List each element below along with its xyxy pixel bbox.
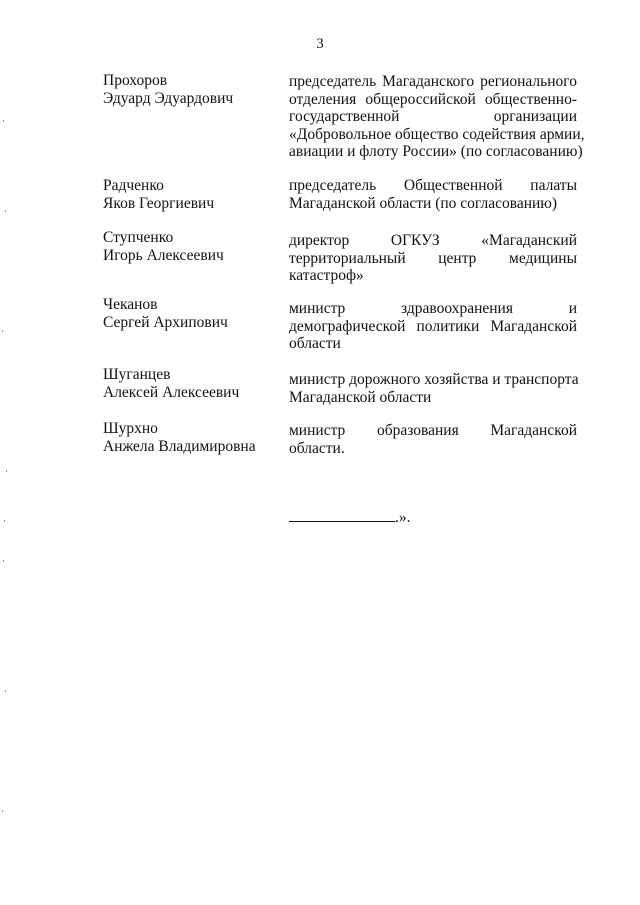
member-given-names: Алексей Алексеевич bbox=[103, 384, 240, 401]
member-position bbox=[289, 73, 585, 161]
member-position bbox=[289, 177, 577, 212]
member-surname: Шуганцев bbox=[103, 366, 171, 383]
position-line: директор ОГКУЗ «Магаданский bbox=[289, 232, 577, 249]
member-position bbox=[289, 232, 577, 285]
position-line: «Добровольное общество содействия армии, bbox=[289, 125, 585, 143]
member-position bbox=[289, 422, 577, 457]
position-line: демографической политики Магаданской bbox=[289, 317, 577, 335]
member-given-names: Эдуард Эдуардович bbox=[103, 90, 234, 107]
member-surname: Чеканов bbox=[103, 296, 158, 313]
member-name bbox=[103, 296, 283, 332]
member-surname: Шурхно bbox=[103, 420, 158, 437]
member-position bbox=[289, 300, 577, 353]
page-number: 3 bbox=[316, 36, 324, 52]
position-line: министр здравоохранения и bbox=[289, 300, 577, 317]
position-line: председатель Общественной палаты bbox=[289, 177, 577, 194]
position-line: области bbox=[289, 335, 341, 352]
member-given-names: Анжела Владимировна bbox=[103, 438, 256, 455]
position-line: министр дорожного хозяйства и транспорта bbox=[289, 371, 579, 388]
closing-line bbox=[289, 508, 411, 527]
member-name bbox=[103, 420, 283, 456]
scan-artifacts bbox=[0, 0, 10, 905]
member-surname: Радченко bbox=[103, 177, 164, 194]
position-line: председатель Магаданского регионального bbox=[289, 73, 577, 90]
position-line: Магаданской области (по согласованию) bbox=[289, 194, 558, 212]
closing-underline bbox=[289, 508, 395, 522]
closing-quote-mark: .». bbox=[395, 509, 411, 526]
member-surname: Прохоров bbox=[103, 72, 168, 89]
position-line: министр образования Магаданской bbox=[289, 422, 577, 439]
member-given-names: Яков Георгиевич bbox=[103, 195, 215, 212]
position-line: отделения общероссийской общественно- bbox=[289, 90, 577, 108]
position-line: территориальный центр медицины bbox=[289, 249, 577, 267]
position-line: катастроф» bbox=[289, 267, 364, 284]
member-position bbox=[289, 371, 577, 406]
member-given-names: Игорь Алексеевич bbox=[103, 247, 224, 264]
position-line: государственной организации bbox=[289, 108, 577, 125]
member-name bbox=[103, 366, 283, 402]
member-surname: Ступченко bbox=[103, 229, 174, 246]
position-line: авиации и флоту России» (по согласованию) bbox=[289, 143, 583, 160]
member-name bbox=[103, 72, 283, 108]
member-given-names: Сергей Архипович bbox=[103, 314, 228, 331]
position-line: области. bbox=[289, 439, 345, 457]
member-name bbox=[103, 177, 283, 213]
position-line: Магаданской области bbox=[289, 388, 432, 406]
member-name bbox=[103, 229, 283, 265]
